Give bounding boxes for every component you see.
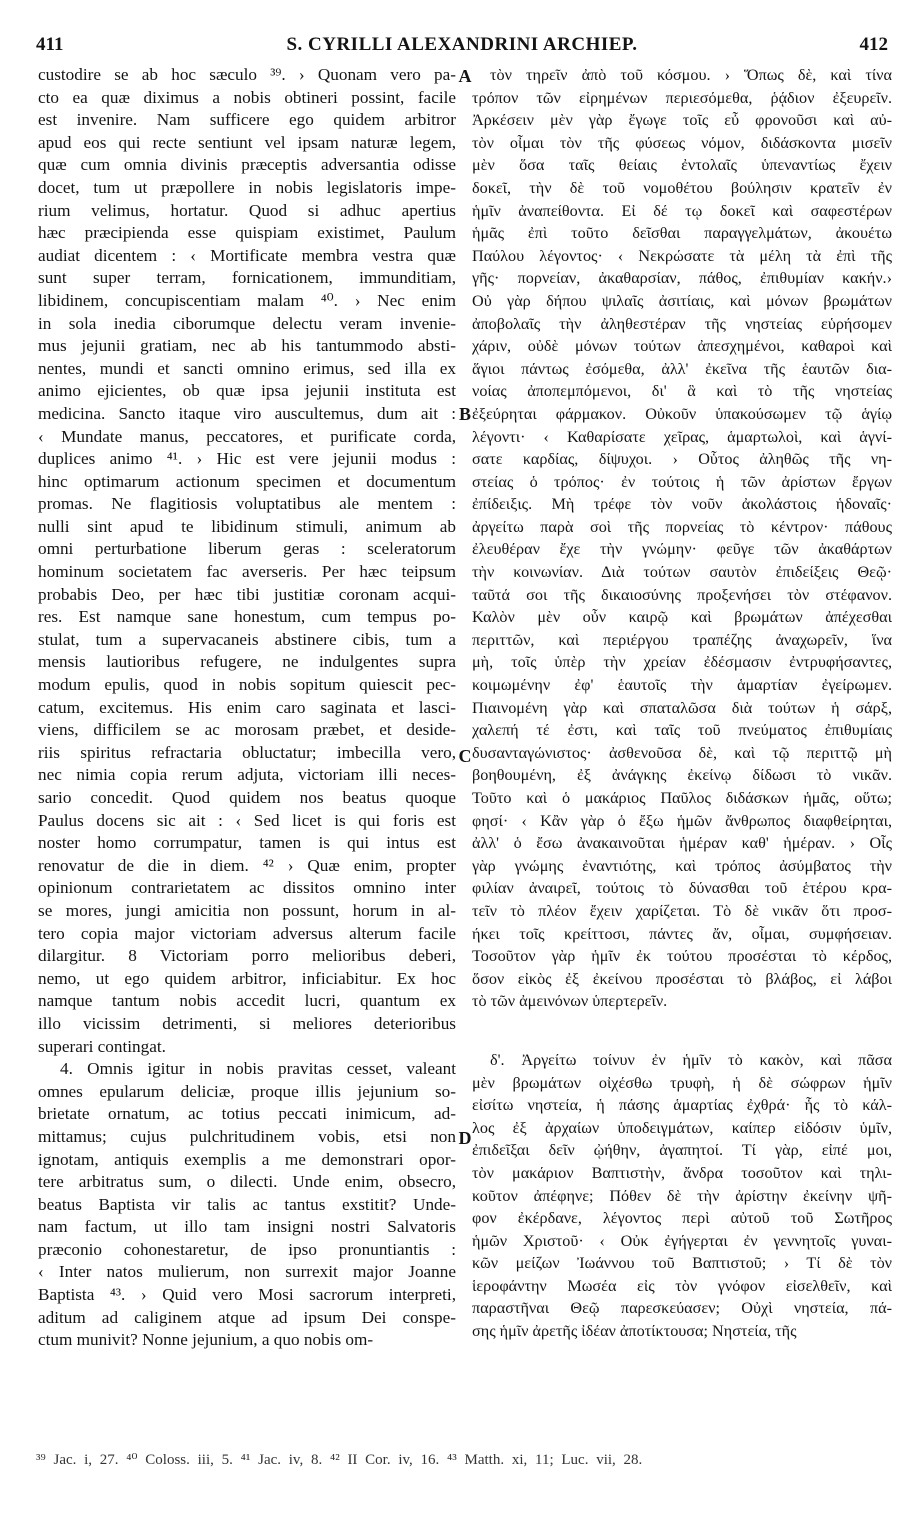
latin-text-line: res. Est namque sane honestum, cum tempus po- — [38, 607, 456, 627]
greek-text-line: Καλὸν μὲν οὖν καιρῷ καὶ βρωμάτων ἀπέχεσθαι — [472, 608, 892, 627]
latin-text-line: opinionum contrarietatem ac dissitos omnino inter — [38, 878, 456, 898]
greek-text-line: ὅσον εἰκὸς ἐξ ἐκείνου προσέσται τὸ βλάβος, εἰ λάβοι — [472, 969, 892, 988]
greek-text-line: σατε καρδίας, δίψυχοι. › Οὗτος ἀληθῶς τῆς νη- — [472, 450, 892, 469]
greek-text-line: μὲν βρωμάτων οἰχέσθω τρυφὴ, ἡ δὲ σώφρων ἡμῖν — [472, 1073, 892, 1092]
latin-text-line: dilargitur. 8 Victoriam porro melioribus deberi, — [38, 946, 456, 966]
greek-text-line: μὴ, τοῖς ὑπὲρ τὴν χρείαν ἐδέσμασιν ἐντρυφήσαντες, — [472, 653, 892, 672]
greek-text-line: Ἀρκέσειν μὲν γὰρ ἔγωγε τοῖς εὖ φρονοῦσι καὶ αὐ- — [472, 111, 892, 130]
latin-text-line: mittamus; cujus pulchritudinem vobis, etsi non — [38, 1126, 456, 1146]
latin-text-line: est invenire. Nam sufficere ego quidem arbitror — [38, 110, 456, 130]
latin-text-line: ctum munivit? Nonne jejunium, a quo nobis om- — [38, 1330, 374, 1350]
greek-text-line: τὸν τηρεῖν ἀπὸ τοῦ κόσμου. › Ὅπως δὲ, καὶ τίνα — [490, 66, 892, 84]
greek-text-line: Οὐ γὰρ δήπου ψιλαῖς ἀσιτίαις, καὶ μόνων βρωμάτων — [472, 291, 892, 310]
greek-text-line: ἐλευθέραν ἔχε τὴν γνώμην· φεῦγε τῶν ἀκαθάρτων — [472, 540, 892, 559]
latin-text-line: hominum societatem fac averseris. Per hæc teipsum — [38, 562, 456, 582]
latin-column — [38, 64, 456, 1352]
latin-text-line: custodire se ab hoc sæculo ³⁹. › Quonam vero pa- — [38, 65, 456, 84]
latin-text-line: cto ea quæ diximus a nobis obtineri possint, facile — [38, 87, 456, 107]
latin-text-line: hæc præcipienda esse quispiam existimet, Paulum — [38, 223, 456, 243]
greek-text-line: κοῦτον ἀπέφηνε; Πόθεν δὲ τὴν ἀρίστην ἐκείνην ψῆ- — [472, 1186, 892, 1205]
greek-text-line: στείας ὁ τρόπος· ἐν τούτοις ἡ τῶν ἀρίστων ἔργων — [472, 472, 892, 491]
latin-text-line: præconio cohonestaretur, de ipso pronuntiantis : — [38, 1239, 456, 1259]
running-header — [36, 34, 888, 60]
greek-text-line: Τοῦτο καὶ ὁ μακάριος Παῦλος διδάσκων ἡμᾶς, οὕτω; — [472, 789, 892, 807]
greek-text-line: δυσανταγώνιστος· ἀσθενοῦσα δὲ, καὶ τῷ περιττῷ μὴ — [472, 743, 892, 762]
footnotes: ³⁹ Jac. i, 27. ⁴⁰ Coloss. iii, 5. ⁴¹ Jac. iv, 8. ⁴² II Cor. iv, 16. ⁴³ Matth. xi, 11; Luc. vii, 28. — [36, 1452, 643, 1468]
greek-text-line: σης ἡμῖν ἀρετῆς ἰδέαν ἀποτίκτουσα; Νηστεία, τῆς — [472, 1322, 797, 1341]
latin-text-line: namque tantum nobis accedit lucri, quantum ex — [38, 991, 456, 1011]
greek-text-line: φιλίαν ἀναιρεῖ, τούτοις τὸ δύνασθαι τοῦ ἑτέρου κρα- — [472, 879, 892, 898]
latin-text-line: mus jejunii gratiam, nec ab his tantummodo absti- — [38, 336, 456, 356]
greek-text-line: ταῦτά σοι τῆς δικαιοσύνης προξενήσει τὸν στέφανον. — [472, 585, 892, 604]
latin-text-line: Paulus docens sic ait : ‹ Sed licet is qui foris est — [38, 810, 456, 830]
greek-text-line: βοηθουμένη, ἐξ ἀνάγκης ἐκείνῳ δίδωσι τὸ νικᾶν. — [472, 766, 892, 785]
greek-text-line: τὸν οἶμαι τὸν τῆς φύσεως νόμον, διδάσκοντα μισεῖν — [472, 133, 892, 152]
latin-text-line: illo vicissim detrimenti, si meliores deterioribus — [38, 1013, 456, 1033]
latin-text-line: omnes epularum deliciæ, proque illis jejunium so- — [38, 1081, 456, 1101]
greek-text-line: ἐπίδειξις. Μὴ τρέφε τὸν νοῦν ἀκολάστοις ἡδοναῖς· — [472, 495, 892, 514]
section-marker-c: C — [458, 746, 472, 766]
latin-text-line: nemo, ut ego quidem arbitror, inficiabitur. Ex hoc — [38, 968, 456, 988]
greek-text-line: κῶν μείζων Ἰωάννου τοῦ Βαπτιστοῦ; › Τί δὲ τὸν — [472, 1254, 892, 1273]
greek-text-line: λέγοντι· ‹ Καθαρίσατε χεῖρας, ἁμαρτωλοὶ, καὶ ἁγνί- — [472, 427, 892, 446]
latin-text-line: aditum ad caliginem atque ad ipsum Dei conspe- — [38, 1307, 456, 1327]
latin-text-line: docet, tum ut præpollere in nobis legislatoris impe- — [38, 177, 456, 197]
latin-text-line: nentes, mundi et sancti omnino erimus, sed illa ex — [38, 358, 456, 378]
greek-text-line: χαλεπή τέ ἐστι, καὶ ταῖς τοῦ πνεύματος ἐπιθυμίαις — [472, 721, 892, 740]
greek-text-line: νοίας ἀποπεμπόμενοι, δι' ἃ καὶ τὸ τῆς νηστείας — [472, 382, 892, 401]
greek-text-line: ἡμῶν Χριστοῦ· ‹ Οὐκ ἐγήγερται ἐν γεννητοῖς γυναι- — [472, 1231, 892, 1250]
latin-text-line: se mores, jungi amicitia non possunt, horum in al- — [38, 900, 456, 920]
greek-text-line: μὲν ὅσα ταῖς θείαις ἐντολαῖς ὑπεναντίως ἔχειν — [472, 156, 892, 175]
latin-text-line: superari contingat. — [38, 1036, 166, 1056]
greek-text-line: τὸ τῶν ἀμεινόνων ὑπερτερεῖν. — [472, 992, 668, 1011]
latin-text-line: tero copia major victoriam adversus alterum facile — [38, 923, 456, 943]
latin-text-line: sunt super terram, fornicationem, immunditiam, — [38, 268, 456, 288]
greek-text-line: ήκει τοῖς κρείττοσι, πάντες ἄν, οἶμαι, συμφήσειαν. — [472, 924, 892, 943]
section-marker-d: D — [458, 1128, 472, 1148]
latin-text-line: brietate ornatum, ac totius peccati inimicum, ad- — [38, 1104, 456, 1124]
greek-text-line: ἀργείτω παρὰ σοὶ τῆς πορνείας τὸ κέντρον· πάθους — [472, 517, 892, 536]
greek-text-line: φον ἐκέρδανε, λέγοντος περὶ αὐτοῦ τοῦ Σωτῆρος — [472, 1209, 892, 1228]
latin-text-line: audiat dicentem : ‹ Mortificate membra vestra quæ — [38, 245, 456, 265]
greek-text-line: κοιμωμένην ἐφ' ἑαυτοῖς τὴν ἁμαρτίαν ἐγείρωμεν. — [472, 676, 892, 695]
section-marker-a: A — [458, 66, 472, 86]
greek-text-line: Παύλου λέγοντος· ‹ Νεκρώσατε τὰ μέλη τὰ ἐπὶ τῆς — [472, 246, 892, 265]
greek-text-line: ἱεροφάντην Μωσέα εἰς τὸν γνόφον εἰσελθεῖν, καὶ — [472, 1276, 892, 1295]
latin-text-line: duplices animo ⁴¹. › Hic est vere jejunii modus : — [38, 449, 456, 469]
latin-text-line: renovatur de die in diem. ⁴² › Quæ enim, propter — [38, 855, 456, 875]
greek-text-line: ἡμᾶς ἐπὶ τοῦτο δεῖσθαι παραγγελμάτων, ἀκουέτω — [472, 224, 892, 243]
latin-text-line: sario concedit. Quod quidem nos beatus quoque — [38, 788, 456, 807]
greek-text-line: τὸν μακάριον Βαπτιστὴν, ἄνδρα τοσοῦτον καὶ τηλι- — [472, 1163, 892, 1182]
greek-text-line: γὰρ γνώμης ἐναντιότης, καὶ τρόπος ἀσύμβατος τὴν — [472, 856, 892, 875]
latin-text-line: apud eos qui recte sentiunt vel ipsam naturæ legem, — [38, 132, 456, 152]
running-title: S. CYRILLI ALEXANDRINI ARCHIEP. — [286, 34, 638, 55]
greek-text-line: ἀποβολαῖς τὴν ἀληθεστέραν τῆς νηστείας εὑρήσομεν — [472, 314, 892, 333]
latin-text-line: libidinem, concupiscentiam malam ⁴⁰. › Nec enim — [38, 290, 456, 310]
latin-text-line: probabis Deo, per hæc tibi justitiæ coronam acqui- — [38, 584, 456, 604]
greek-text-line: φησί· ‹ Κἂν γὰρ ὁ ἔξω ἡμῶν ἄνθρωπος διαφθείρηται, — [472, 811, 892, 830]
greek-text-line: τεῖν τὸ πλέον ἔχειν χαρίζεται. Τὸ δὲ νικᾶν ὅτι προσ- — [472, 901, 892, 920]
greek-text-line: Πιαινομένη γὰρ καὶ σπαταλῶσα διὰ τούτων ἡ σάρξ, — [472, 698, 892, 717]
latin-text-line: quæ cum omnia divinis præceptis adversantia odisse — [38, 155, 456, 175]
greek-text-line: ἐπιδεῖξαι δεῖν ᾠήθην, ἀγαπητοί. Τί γὰρ, εἰπέ μοι, — [472, 1141, 892, 1160]
greek-text-line: τρόπον τῶν εἰρημένων περιεσόμεθα, ῥᾴδιον ἐξευρεῖν. — [472, 88, 892, 107]
latin-text-line: viens, difficilem se ac morosam præbet, et deside- — [38, 720, 456, 740]
greek-text-line: δοκεῖ, τὴν δὲ τοῦ νομοθέτου βούλησιν κρατεῖν ἐν — [472, 178, 892, 197]
greek-text-line: λος ἐξ ἀρχαίων ὑποδειγμάτων, καίπερ εἰδόσιν ὑμῖν, — [472, 1118, 892, 1137]
latin-text-line: 4. Omnis igitur in nobis pravitas cesset, valeant — [60, 1059, 456, 1079]
latin-text-line: catum, excitemus. His enim caro saginata et lasci- — [38, 697, 456, 717]
greek-text-line: ἅγιοι πάντως ἐσόμεθα, ἀλλ' ἐκεῖνα τῆς ἑαυτῶν δια- — [472, 359, 892, 378]
latin-text-line: promas. Ne flagitiosis voluptatibus ale mentem : — [38, 494, 456, 514]
latin-text-line: riis spiritus refractaria obluctatur; imbecilla vero, — [38, 742, 456, 762]
latin-text-line: beatus Baptista vir talis ac tantus exstitit? Unde- — [38, 1194, 456, 1214]
greek-text-line: παραστῆναι Θεῷ παρεσκεύασεν; Οὐχὶ νηστεία, πά- — [472, 1299, 892, 1318]
latin-text-line: omni perturbatione liberum geras : sceleratorum — [38, 539, 456, 559]
greek-text-line: δ'. Ἀργείτω τοίνυν ἐν ἡμῖν τὸ κακὸν, καὶ πᾶσα — [490, 1050, 892, 1069]
greek-text-line: χάριν, οὐδὲ μόνων τούτων ἀπεσχημένοι, καθαροὶ καὶ — [472, 337, 892, 356]
greek-column — [472, 64, 892, 1343]
latin-text-line: stulat, tum a supervacaneis abstinere cibis, tum a — [38, 629, 456, 649]
greek-text-line: ἐξεύρηται φάρμακον. Οὐκοῦν ὑπακούσωμεν τῷ ἁγίῳ — [472, 404, 892, 423]
latin-text-line: ‹ Inter natos mulierum, non surrexit major Joanne — [38, 1262, 456, 1282]
latin-text-line: nam factum, ut illo tam insigni nostri Salvatoris — [38, 1217, 456, 1237]
greek-text-line: περιττῶν, καὶ περιέργου τραπέζης ἀναχωρεῖν, ἵνα — [472, 630, 892, 649]
latin-text-line: noster homo corrumpatur, tamen is qui intus est — [38, 833, 456, 853]
section-marker-b: B — [458, 404, 471, 424]
latin-text-line: modum epulis, quod in nobis sopitum quiescit pec- — [38, 675, 456, 695]
greek-text-line: ἀλλ' ὁ ἔσω ἀνακαινοῦται ἡμέραν καθ' ἡμέραν. › Οἷς — [472, 834, 892, 853]
latin-text-line: mensis lautioribus refugere, ne indulgentes supra — [38, 652, 456, 672]
latin-text-line: tere arbitratus sum, o dilecti. Unde enim, obsecro, — [38, 1172, 456, 1192]
greek-text-line: γῆς· πορνείαν, ἀκαθαρσίαν, πάθος, ἐπιθυμίαν κακήν.› — [472, 269, 892, 288]
latin-text-line: medicina. Sancto itaque viro auscultemus, dum ait : — [38, 403, 456, 423]
greek-text-line: ἡμῖν ἀναπείθοντα. Εἰ δέ τῳ δοκεῖ καὶ σαφεστέρων — [472, 201, 892, 220]
latin-text-line: in sola inedia ciborumque delectu veram invenie- — [38, 313, 456, 333]
greek-text-line: εἰσίτω νηστεία, ἡ πάσης ἁμαρτίας ἐχθρά· ἧς τὸ κάλ- — [472, 1096, 892, 1115]
page-number-left: 411 — [36, 34, 64, 55]
latin-text-line: rium velimus, hortatur. Quod si adhuc apertius — [38, 200, 456, 220]
latin-text-line: nec nimia copia rerum adjuta, victoriam illi neces- — [38, 765, 456, 785]
greek-text-line: Τοσοῦτον γὰρ ἡμῖν ἐκ τούτου προσέσται τὸ κέρδος, — [472, 947, 892, 966]
page-number-right: 412 — [859, 34, 888, 55]
latin-text-line: hinc optimarum actionum specimen et documentum — [38, 471, 456, 491]
latin-text-line: nulli sint apud te libidinum stimuli, animum ab — [38, 516, 456, 536]
latin-text-line: ignotam, antiquis exemplis a me demonstrari opor- — [38, 1149, 456, 1169]
latin-text-line: ‹ Mundate manus, peccatores, et purificate corda, — [38, 426, 456, 446]
latin-text-line: Baptista ⁴³. › Quid vero Mosi sacrorum interpreti, — [38, 1285, 456, 1305]
latin-text-line: animo ejicientes, ob quæ ipsa jejunii instituta est — [38, 381, 456, 401]
greek-text-line: τὴν κοινωνίαν. Διὰ τούτων σαυτὸν ἐπιδείξεις Θεῷ· — [472, 563, 892, 582]
